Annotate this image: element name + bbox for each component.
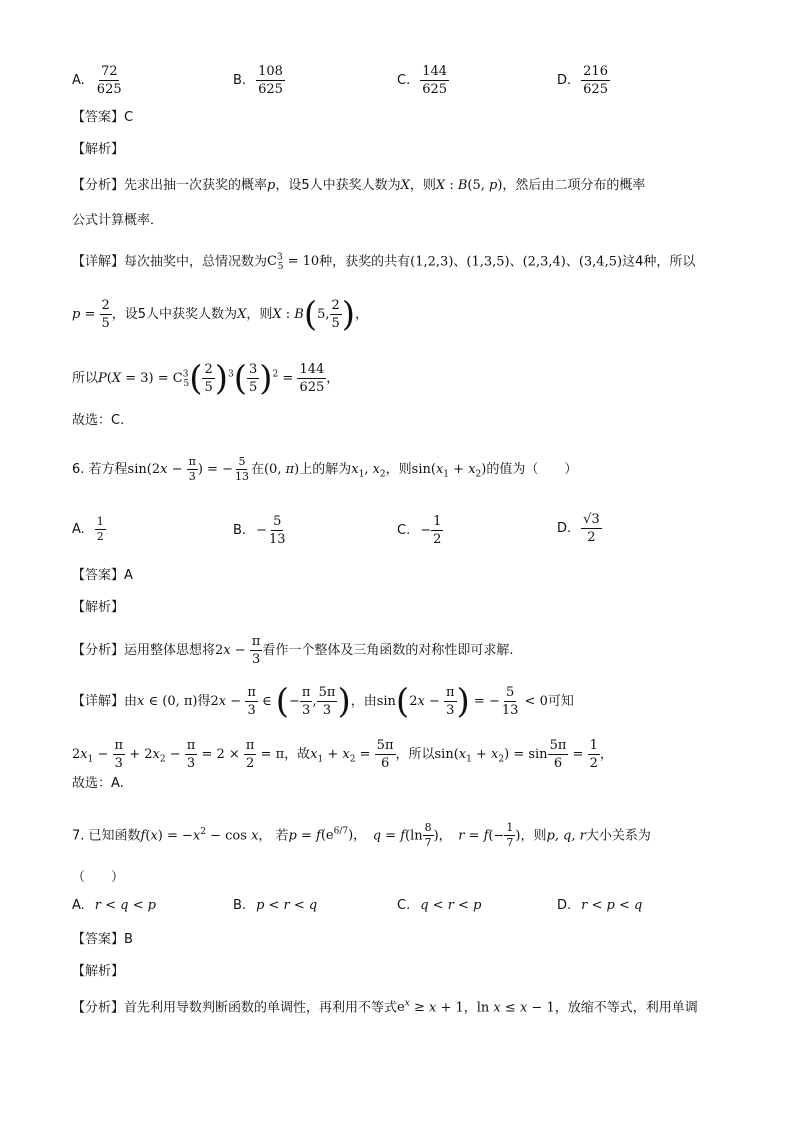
q6-detail-line2: $2x_1$ − $\frac{\pi}{3}$ + $2x_2$ − $\frac{\pi}{3}$ = 2 × $\frac{\pi}{2}$ = π，故$x_1 + x_2$ = $\frac{5\pi}{6}$ ，所以$\sin(x_1 + x_2) = \sin$ $\frac{5\pi}{6}$ = $\frac{1}{2}$ ， (72, 738, 613, 771)
q6-option-c: C. − $\frac{1}{2}$ (397, 514, 442, 547)
fraction: $\frac{144}{625}$ (422, 64, 448, 97)
q5-option-d: D. $\frac{216}{625}$ (557, 64, 608, 97)
fraction: $\frac{108}{625}$ (258, 64, 283, 97)
q5-analysis: 【分析】先求出抽一次获奖的概率p，设5人中获奖人数为X，则X : B(5, p)，然后由二项分布的概率 (72, 178, 646, 193)
q5-conclusion: 故选：C. (72, 413, 125, 428)
q7-option-c: C. q < r < p (397, 898, 482, 913)
fraction: $\frac{2}{5}$ (101, 298, 110, 331)
q7-paren: （ ） (72, 870, 125, 885)
q5-detail-line2: p = $\frac{2}{5}$ ，设5人中获奖人数为X，则X : B(5, $\frac{2}{5}$ )， (72, 294, 369, 335)
q5-jiexi: 【解析】 (72, 142, 125, 157)
fraction: $\frac{\pi}{3}$ (188, 455, 196, 483)
q7-analysis: 【分析】首先利用导数判断函数的单调性，再利用不等式$e^x \ge x + 1$，ln x ≤ x − 1，放缩不等式，利用单调 (72, 999, 698, 1016)
q7-stem: 7. 已知函数$f(x) = -x^2 - \cos x$， 若$p = f(e^{6/7})$， q = f(ln $\frac{8}{7}$ )， r = f(− $\frac{1}{7}$ )，则p, q, r大小关系为 (72, 821, 651, 850)
fraction: $\frac{\pi}{3}$ (251, 634, 261, 667)
q6-conclusion: 故选：A. (72, 776, 124, 791)
fraction: $\frac{144}{625}$ (299, 362, 325, 395)
q7-answer: 【答案】B (72, 932, 133, 947)
q6-option-d: D. $\frac{√3}{2}$ (557, 512, 600, 545)
q7-jiexi: 【解析】 (72, 964, 125, 979)
q6-stem: 6. 若方程sin(2x − $\frac{\pi}{3}$ ) = − $\frac{5}{13}$ 在(0, π)上的解为$x_1$, $x_2$，则$\sin(x_1 + x_2)$的值为（ ） (72, 455, 578, 483)
q5-option-b: B. $\frac{108}{625}$ (233, 64, 283, 97)
q5-option-c: C. $\frac{144}{625}$ (397, 64, 448, 97)
fraction: $\frac{3}{5}$ (249, 362, 258, 395)
fraction: $\frac{5}{13}$ (234, 455, 249, 483)
fraction: $\frac{72}{625}$ (96, 64, 122, 97)
q6-option-a: A. $\frac{1}{2}$ (72, 515, 104, 543)
q6-analysis: 【分析】运用整体思想将2x − $\frac{\pi}{3}$ 看作一个整体及三角函数的对称性即可求解. (72, 634, 514, 667)
q6-option-b: B. − $\frac{5}{13}$ (233, 514, 286, 547)
q5-detail-line3: 所以$P(X = 3) = C^3_5$( $\frac{2}{5}$ )$^3$( $\frac{3}{5}$ )$^2$ = $\frac{144}{625}$ ， (72, 358, 340, 399)
q6-answer: 【答案】A (72, 568, 133, 583)
q5-answer: 【答案】C (72, 110, 134, 125)
q7-option-b: B. p < r < q (233, 898, 318, 913)
q6-jiexi: 【解析】 (72, 600, 125, 615)
q7-option-d: D. r < p < q (557, 898, 643, 913)
q5-detail: 【详解】每次抽奖中，总情况数为$C^3_5 = 10$种，获奖的共有(1,2,3)、(1,3,5)、(2,3,4)、(3,4,5)这4种，所以 (72, 253, 696, 272)
q5-analysis-line2: 公式计算概率． (72, 213, 164, 228)
q5-option-a: A. $\frac{72}{625}$ (72, 64, 122, 97)
fraction: $\frac{2}{5}$ (331, 298, 340, 331)
q7-option-a: A. r < q < p (72, 898, 156, 913)
q6-detail: 【详解】由x ∈ (0, π)得2x − $\frac{\pi}{3}$ ∈ (− $\frac{\pi}{3}$ , $\frac{5\pi}{3}$ )，由sin(2x − $\frac{\pi}{3}$ ) = − $\frac{5}{13}$ < 0可知 (72, 681, 574, 722)
fraction: $\frac{2}{5}$ (204, 362, 213, 395)
fraction: $\frac{216}{625}$ (583, 64, 608, 97)
